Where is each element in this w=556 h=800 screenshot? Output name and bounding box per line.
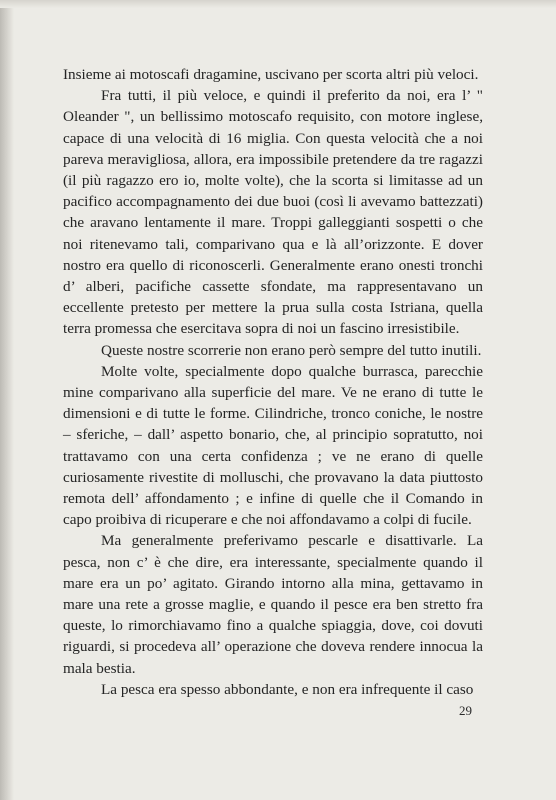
paragraph-4: Molte volte, specialmente dopo qualche burrasca, parecchie mine comparivano alla superficie del mare. Ve ne erano di tutte le dimensioni e di tutte le forme. Cilindriche, tronco coniche, le nostre – sferiche, – dall’ aspetto bonario, che, al principio sopratutto, noi trattavamo con una certa confidenza ; ve ne erano di quelle curiosamente rivestite di molluschi, che provavano la data piuttosto remota dell’ affondamento ; e infine di quelle che il Comando in capo proibiva di ricuperare e che noi affondavamo a colpi di fucile. — [63, 362, 483, 529]
paragraph-5: Ma generalmente preferivamo pescarle e disattivarle. La pesca, non c’ è che dire, era interessante, specialmente quando il mare era un po’ agitato. Girando intorno alla mina, gettavamo in mare una rete a grosse maglie, e quando il pesce era ben stretto fra queste, lo rimorchiavamo fino a qualche spiaggia, dove, coi dovuti riguardi, si procedeva all’ operazione che doveva rendere innocua la mala bestia. — [63, 532, 483, 677]
paragraph-2: Fra tutti, il più veloce, e quindi il preferito da noi, era l’ " Oleander ", un bellissimo motoscafo requisito, con motore inglese, capace di una velocità di 16 miglia. Con questa velocità che a noi pareva meravigliosa, allora, era impossibile pretendere da tre ragazzi (il più ragazzo ero io, molte volte), che la scorta si limitasse ad un pacifico accompagnamento dei due buoi (così li avevamo battezzati) che aravano lentamente il mare. Troppi galleggianti sospetti o che noi ritenevamo tali, comparivano qua e là all’orizzonte. E dover nostro era quello di riconoscerli. Generalmente erano onesti tronchi d’ alberi, pacifiche cassette sfondate, ma rappresentavano un eccellente pretesto per mettere la prua sulla costa Istriana, quella terra promessa che esercitava sopra di noi un fascino irresistibile. — [63, 87, 483, 338]
page-top-shadow — [0, 0, 556, 8]
body-text — [63, 64, 483, 700]
paragraph-6: La pesca era spesso abbondante, e non era infrequente il caso — [101, 680, 474, 698]
page-binding-edge — [0, 0, 14, 800]
page-number: 29 — [459, 703, 472, 718]
paragraph-3: Queste nostre scorrerie non erano però sempre del tutto inutili. — [101, 341, 482, 359]
paragraph-1: Insieme ai motoscafi dragamine, uscivano per scorta altri più veloci. — [63, 66, 479, 83]
